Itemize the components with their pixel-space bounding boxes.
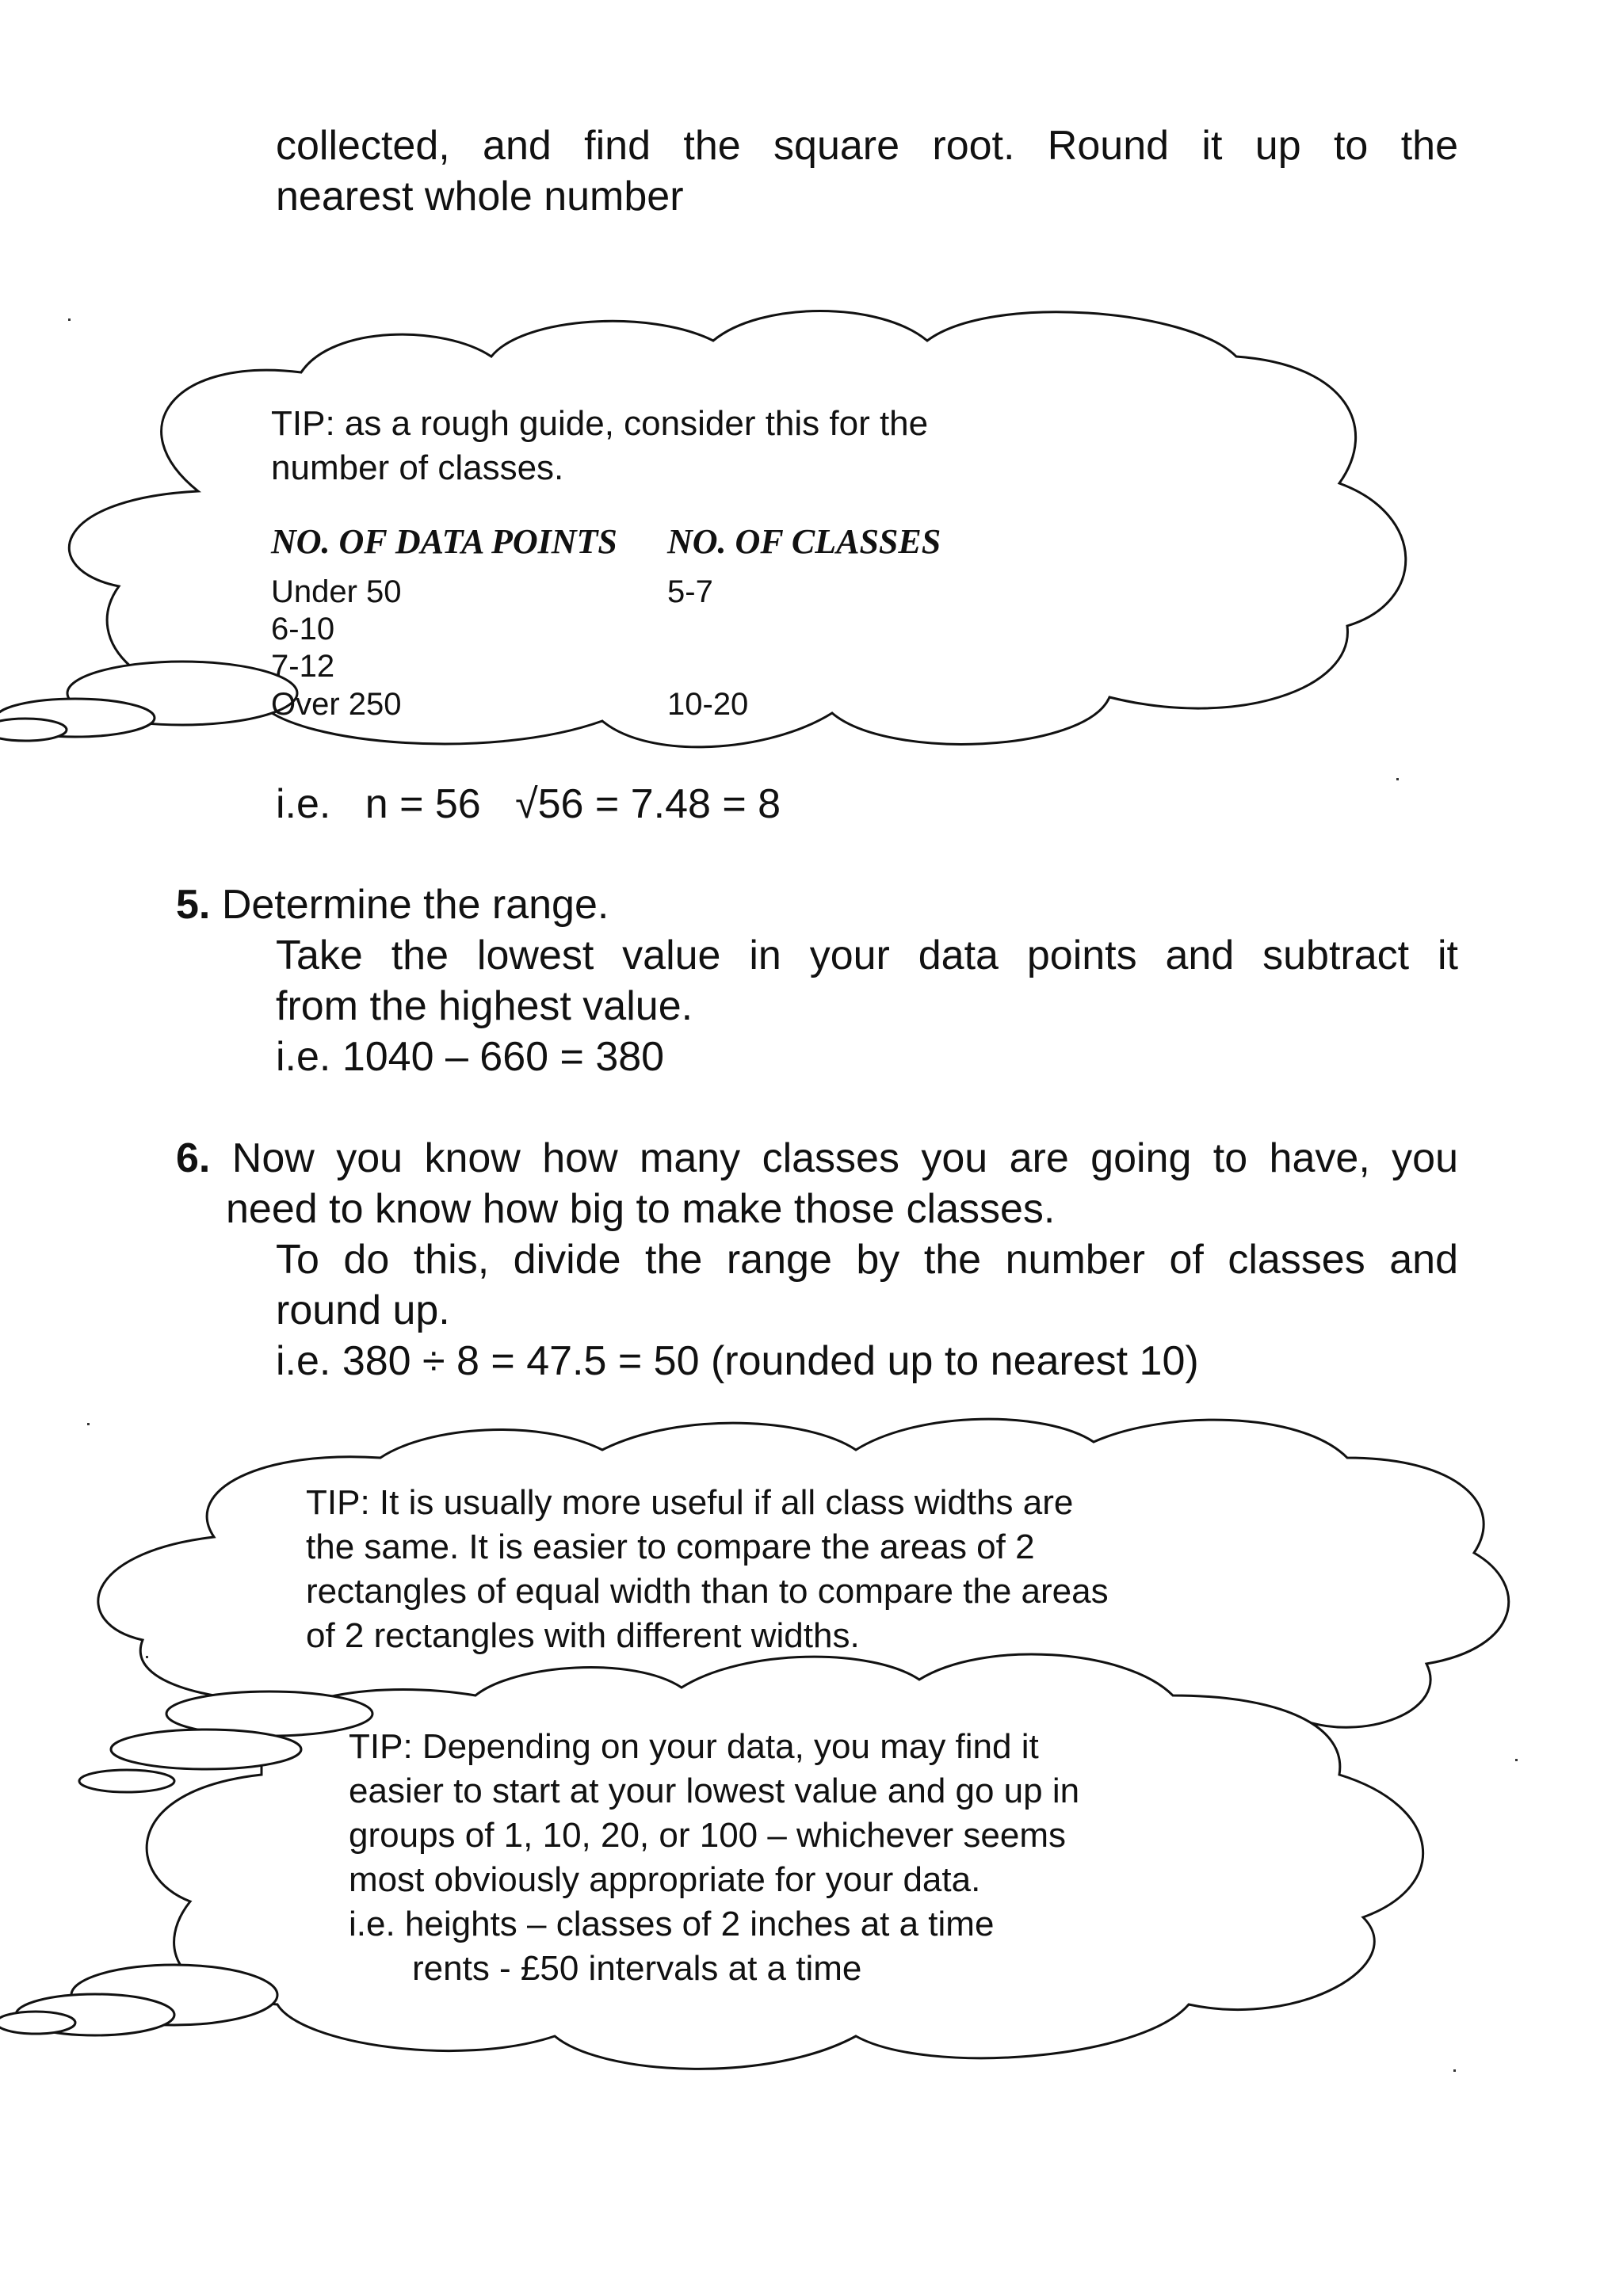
tip1-table-row-3-points: 7-12 xyxy=(271,649,335,684)
tip3-line-1: TIP: Depending on your data, you may find it xyxy=(349,1727,1039,1766)
tip1-table-row-4-classes: 10-20 xyxy=(667,687,749,722)
step5-title: Determine the range. xyxy=(221,882,609,928)
step6-line-3: To do this, divide the range by the number of classes and xyxy=(276,1237,1458,1283)
tip1-table-row-2-points: 6-10 xyxy=(271,612,335,646)
step6-line-4: round up. xyxy=(276,1287,450,1333)
step5-heading xyxy=(176,879,609,930)
scan-speck xyxy=(1515,1759,1518,1761)
example-sqrt: i.e. n = 56 √56 = 7.48 = 8 xyxy=(276,781,781,827)
tip3-line-2: easier to start at your lowest value and go up in xyxy=(349,1772,1080,1810)
tip2-line-4: of 2 rectangles with different widths. xyxy=(306,1616,860,1655)
tip3-line-3: groups of 1, 10, 20, or 100 – whichever seems xyxy=(349,1816,1066,1855)
tip1-table-header-classes: NO. OF CLASSES xyxy=(667,522,941,561)
scan-speck xyxy=(146,1656,148,1658)
step5-line-2: from the highest value. xyxy=(276,983,693,1029)
tip1-table-header-data-points: NO. OF DATA POINTS xyxy=(271,522,617,561)
step6-number: 6. xyxy=(176,1135,211,1181)
tip1-table-row-1-classes: 5-7 xyxy=(667,574,713,609)
step6-heading xyxy=(176,1133,1458,1184)
tip3-line-6: rents - £50 intervals at a time xyxy=(412,1949,862,1988)
step5-line-1: Take the lowest value in your data points and subtract it xyxy=(276,933,1458,978)
step5-example: i.e. 1040 – 660 = 380 xyxy=(276,1034,665,1080)
scan-speck xyxy=(87,1423,90,1425)
intro-line-2: nearest whole number xyxy=(276,174,684,219)
scan-speck xyxy=(1396,778,1399,780)
step6-example: i.e. 380 ÷ 8 = 47.5 = 50 (rounded up to nearest 10) xyxy=(276,1338,1199,1384)
tip2-line-2: the same. It is easier to compare the areas of 2 xyxy=(306,1527,1035,1566)
intro-line-1: collected, and find the square root. Round it up to the xyxy=(276,123,1458,169)
step5-number: 5. xyxy=(176,882,211,928)
scan-speck xyxy=(68,318,71,321)
tip3-line-5: i.e. heights – classes of 2 inches at a time xyxy=(349,1905,995,1943)
tip1-table-row-4-points: Over 250 xyxy=(271,687,402,722)
step6-line-2: need to know how big to make those classes. xyxy=(226,1186,1056,1232)
scan-speck xyxy=(1453,2069,1456,2072)
tip1-line-2: number of classes. xyxy=(271,448,564,487)
tip2-line-1: TIP: It is usually more useful if all class widths are xyxy=(306,1483,1074,1522)
step6-line-1: Now you know how many classes you are going to have, you xyxy=(231,1135,1458,1181)
tip1-table-row-1-points: Under 50 xyxy=(271,574,402,609)
tip1-line-1: TIP: as a rough guide, consider this for the xyxy=(271,404,929,443)
tip2-line-3: rectangles of equal width than to compare the areas xyxy=(306,1572,1109,1611)
tip3-line-4: most obviously appropriate for your data. xyxy=(349,1860,981,1899)
